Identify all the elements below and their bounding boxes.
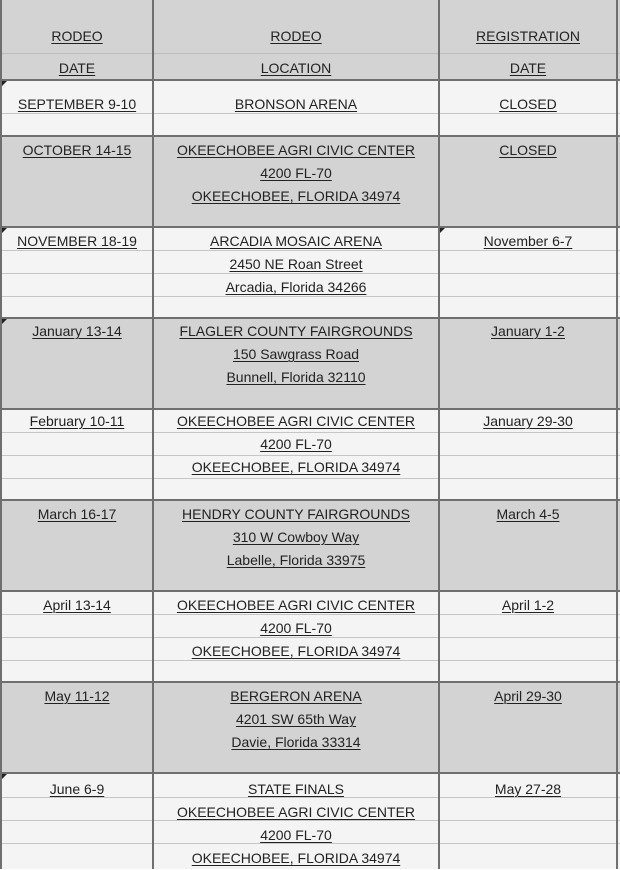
location-line: ARCADIA MOSAIC ARENA — [210, 233, 382, 249]
location-line: FLAGLER COUNTY FAIRGROUNDS — [179, 323, 413, 339]
rodeo-location-cell — [154, 139, 438, 208]
rodeo-date-cell — [2, 778, 152, 801]
registration-date: May 27-28 — [494, 781, 562, 797]
row-line — [0, 772, 620, 774]
header-rodeo-location — [154, 20, 438, 84]
location-line: OKEECHOBEE, FLORIDA 34974 — [191, 459, 401, 475]
location-line: OKEECHOBEE AGRI CIVIC CENTER — [176, 413, 416, 429]
location-line: OKEECHOBEE, FLORIDA 34974 — [191, 643, 401, 659]
header-registration-date — [440, 20, 616, 84]
registration-date-cell — [440, 320, 616, 343]
registration-date-cell — [440, 139, 616, 162]
rodeo-location-cell — [154, 594, 438, 663]
location-line: OKEECHOBEE AGRI CIVIC CENTER — [176, 142, 416, 158]
row-line — [0, 681, 620, 683]
rodeo-date-cell — [2, 685, 152, 708]
rodeo-date: May 11-12 — [44, 688, 110, 704]
rodeo-location-cell — [154, 685, 438, 754]
header-rodeo-date — [2, 20, 152, 84]
location-line: HENDRY COUNTY FAIRGROUNDS — [182, 506, 410, 522]
registration-date-cell — [440, 410, 616, 433]
registration-date-cell — [440, 230, 616, 253]
header-label: DATE — [509, 60, 547, 76]
location-line: Labelle, Florida 33975 — [226, 552, 366, 568]
header-label: DATE — [58, 60, 96, 76]
location-line: OKEECHOBEE AGRI CIVIC CENTER — [176, 804, 416, 820]
rodeo-location-cell — [154, 503, 438, 572]
col-line — [616, 0, 618, 869]
rodeo-date: February 10-11 — [29, 413, 125, 429]
registration-date: April 29-30 — [494, 688, 562, 704]
rodeo-location-cell — [154, 410, 438, 479]
registration-date-cell — [440, 93, 616, 116]
location-line: OKEECHOBEE, FLORIDA 34974 — [191, 850, 401, 866]
location-line: 4200 FL-70 — [260, 165, 332, 181]
location-line: 2450 NE Roan Street — [229, 256, 363, 272]
registration-date: April 1-2 — [501, 597, 555, 613]
rodeo-date: SEPTEMBER 9-10 — [17, 96, 137, 112]
rodeo-location-cell — [154, 778, 438, 870]
row-line — [0, 590, 620, 592]
rodeo-date-cell — [2, 93, 152, 116]
location-line: BRONSON ARENA — [234, 96, 358, 112]
registration-date-cell — [440, 594, 616, 617]
registration-date-cell — [440, 778, 616, 801]
header-label: RODEO — [270, 28, 322, 44]
registration-date-cell — [440, 503, 616, 526]
rodeo-date-cell — [2, 594, 152, 617]
registration-date: January 29-30 — [483, 413, 573, 429]
rodeo-location-cell — [154, 230, 438, 299]
rodeo-location-cell — [154, 93, 438, 116]
row-line — [0, 317, 620, 319]
registration-date: November 6-7 — [483, 233, 573, 249]
header-label: REGISTRATION — [476, 28, 580, 44]
location-line: OKEECHOBEE AGRI CIVIC CENTER — [176, 597, 416, 613]
location-line: STATE FINALS — [248, 781, 344, 797]
location-line: BERGERON ARENA — [230, 688, 362, 704]
rodeo-date-cell — [2, 320, 152, 343]
location-line: OKEECHOBEE, FLORIDA 34974 — [191, 188, 401, 204]
location-line: Bunnell, Florida 32110 — [226, 369, 366, 385]
location-line: 4200 FL-70 — [260, 827, 332, 843]
location-line: 150 Sawgrass Road — [232, 346, 360, 362]
col-line — [438, 0, 440, 869]
row-line — [0, 135, 620, 137]
rodeo-date: March 16-17 — [37, 506, 117, 522]
header-label: LOCATION — [260, 60, 332, 76]
rodeo-date: April 13-14 — [43, 597, 111, 613]
rodeo-date-cell — [2, 139, 152, 162]
rodeo-location-cell — [154, 320, 438, 389]
registration-date-cell — [440, 685, 616, 708]
rodeo-date-cell — [2, 410, 152, 433]
registration-date: March 4-5 — [496, 506, 560, 522]
location-line: 4200 FL-70 — [260, 620, 332, 636]
registration-date: CLOSED — [499, 96, 557, 112]
registration-date: CLOSED — [499, 142, 557, 158]
rodeo-date: June 6-9 — [49, 781, 105, 797]
location-line: Davie, Florida 33314 — [231, 734, 361, 750]
location-line: Arcadia, Florida 34266 — [225, 279, 367, 295]
registration-date: January 1-2 — [491, 323, 565, 339]
row-line — [0, 499, 620, 501]
col-line — [0, 0, 2, 869]
rodeo-date: NOVEMBER 18-19 — [17, 233, 137, 249]
header-label: RODEO — [51, 28, 103, 44]
location-line: 4201 SW 65th Way — [235, 711, 357, 727]
rodeo-date: OCTOBER 14-15 — [22, 142, 132, 158]
location-line: 310 W Cowboy Way — [232, 529, 360, 545]
row-line — [0, 226, 620, 228]
location-line: 4200 FL-70 — [260, 436, 332, 452]
rodeo-date-cell — [2, 503, 152, 526]
rodeo-date-cell — [2, 230, 152, 253]
rodeo-date: January 13-14 — [32, 323, 122, 339]
